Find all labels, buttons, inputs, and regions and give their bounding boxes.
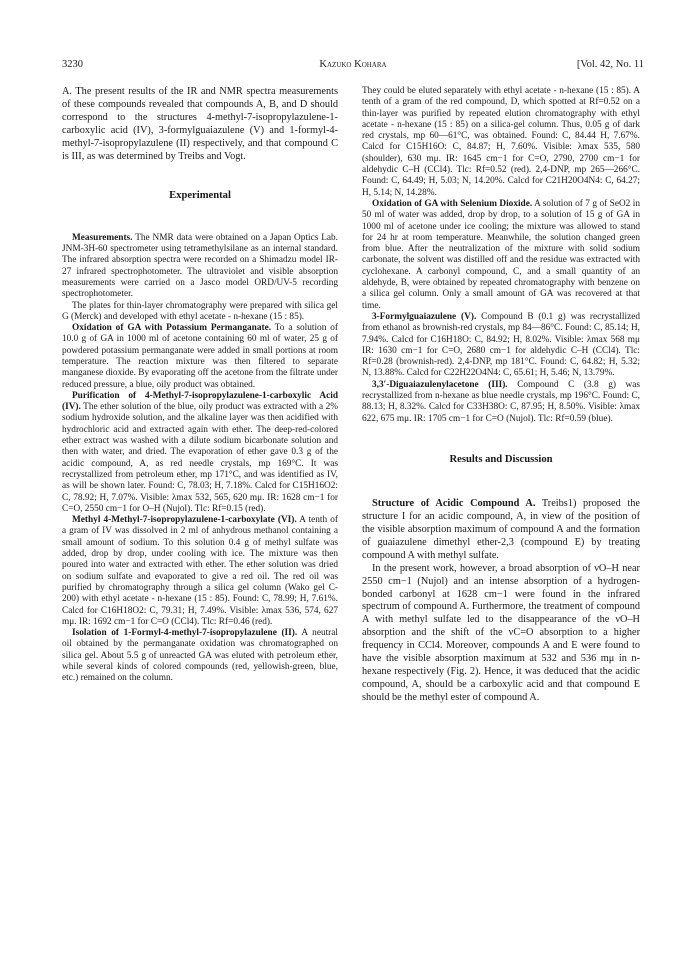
present-work-paragraph: In the present work, however, a broad absorption of νO–H near 2550 cm−1 (Nujol) and an intense absorption of a hydrogen-bonded carbonyl at 1628 cm−1 were found in the infrared spectrum of compound A. Furthermore, the treatment of compound A with methyl sulfate led to the disappearance of the νO–H absorption and the shift of the νC=O absorption to a higher frequency in CCl4. Moreover, compounds A and E were found to have the visible absorption maximum at 532 and 536 mμ in n-hexane respectively (Fig. 2). Hence, it was deduced that the acidic compound, A, should be a carboxylic acid and that compound E should be the methyl ester of compound A. <box>362 562 640 703</box>
diguaiazulenylacetone-title: 3,3′-Diguaiazulenylacetone (III). <box>372 379 508 390</box>
right-column <box>362 86 640 705</box>
page-number: 3230 <box>62 59 83 70</box>
kmno4-text: To a solution of 10.0 g of GA in 1000 ml of acetone containing 60 ml of water, 25 g of powdered potassium permanganate were added in small portions at room temperature. The reaction mixture was then filtered to separate manganese dioxide. By evaporating off the acetone from the filtrate under reduced pressure, a blue, oily product was obtained. <box>62 323 339 390</box>
formyl-title: 3-Formylguaiazulene (V). <box>372 311 477 322</box>
running-header <box>62 58 644 72</box>
diguaiazulenylacetone-text: Compound C (3.8 g) was recrystallized from n-hexane as blue needle crystals, mp 196°C. Found: C, 88.13; H, 8.32%. Calcd for C33H38O: C, 87.95; H, 8.50%. Visible: λmax 622, 675 mμ. IR: 1705 cm−1 for C=O (Nujol). Tlc: Rf=0.59 (blue). <box>362 379 640 424</box>
methyl-ester-title: Methyl 4-Methyl-7-isopropylazulene-1-carboxylate (VI). <box>72 515 297 526</box>
formyl-text: Compound B (0.1 g) was recrystallized from ethanol as brownish-red crystals, mp 84—86°C. Found: C, 85.14; H, 7.94%. Calcd for C16H18O: C, 84.92; H, 8.02%. Visible: λmax 568 mμ IR: 1630 cm−1 for C=O, 2680 cm−1 for aldehydic C–H (CCl4). Tlc: Rf=0.28 (brownish-red). 2,4-DNP, mp 181°C. Found: C, 64.82; H, 5.32; N, 13.88%. Calcd for C22H22O4N4: C, 65.61; H, 5.46; N, 13.79%. <box>362 311 640 379</box>
kmno4-title: Oxidation of GA with Potassium Permanganate. <box>72 323 272 334</box>
structure-paragraph <box>362 498 640 563</box>
seo2-title: Oxidation of GA with Selenium Dioxide. <box>372 198 533 209</box>
structure-title: Structure of Acidic Compound A. <box>372 498 536 510</box>
structure-text: Treibs1) proposed the structure I for an acidic compound, A, in view of the position of the visible absorption maximum of compound A and the formation of guaiazulene dimethyl ether-2,3 (compound E) by treating compound A with methyl sulfate. <box>362 498 640 561</box>
isolation-paragraph <box>62 628 338 684</box>
purification-text: The ether solution of the blue, oily product was extracted with a 2% sodium hydroxide solution, and the alkaline layer was then acidified with hydrochloric acid and extracted again with ether. The deep-red-colored ether extract was washed with a dilute sodium bicarbonate solution and then with water, and dried. The evaporation of ether gave 0.3 g of the acidic compound, A, as red needle crystals, mp 169°C. It was recrystallized from petroleum ether, mp 171°C, and was identified as IV, as will be shown later. Found: C, 78.03; H, 7.18%. Calcd for C15H16O2: C, 78.92; H, 7.07%. Visible: λmax 532, 565, 620 mμ. IR: 1628 cm−1 for C=O, 2550 cm−1 for O–H (Nujol). Tlc: Rf=0.15 (red). <box>62 402 338 514</box>
measurements-paragraph <box>62 233 338 301</box>
intro-paragraph: A. The present results of the IR and NMR spectra measurements of these compounds revealed that compounds A, B, and D should correspond to the structures 4-methyl-7-isopropylazulene-1-carboxylic acid (IV), 3-formylguaiazulene (V) and 1-formyl-4-methyl-7-isopropylazulene (II) respectively, and that compound C is III, as was determined by Treibs and Vogt. <box>62 86 338 162</box>
kmno4-paragraph <box>62 323 338 391</box>
plates-paragraph: The plates for thin-layer chromatography were prepared with silica gel G (Merck) and developed with ethyl acetate - n-hexane (15 : 85). <box>62 300 338 322</box>
running-author: Kazuko Kohara <box>319 59 387 70</box>
purification-title: Purification of 4-Methyl-7-isopropylazulene-1-carboxylic Acid (IV). <box>62 390 338 413</box>
purification-paragraph <box>62 391 338 515</box>
formyl-paragraph <box>362 312 640 380</box>
left-column <box>62 86 338 685</box>
results-heading: Results and Discussion <box>449 453 553 465</box>
seo2-paragraph <box>362 199 640 312</box>
measurements-text: The NMR data were obtained on a Japan Optics Lab. JNM-3H-60 spectrometer using tetramethylsilane as an internal standard. The infrared absorption spectra were recorded on a Shimadzu model IR-27 infrared spectrophotometer. The ultraviolet and visible absorption measurements were carried on a Jasco model ORD/UV-5 recording spectrophotometer. <box>62 232 338 300</box>
experimental-heading: Experimental <box>169 190 231 202</box>
methyl-ester-text: A tenth of a gram of IV was dissolved in 2 ml of anhydrous methanol containing a small amount of sodium. To this solution 0.4 g of methyl sulfate was added, drop by drop, under cooling with ice. The mixture was then poured into water and extracted with ether. The ether solution was dried on sodium sulfate and evaporated to give a red oil. The red oil was purified by chromatography through a silica gel column (Wako gel C-200) with ethyl acetate - n-hexane (15 : 85). Found: C, 78.99; H, 7.61%. Calcd for C16H18O2: C, 79.31; H, 7.49%. Visible: λmax 536, 574, 627 mμ. IR: 1692 cm−1 for C=O (CCl4). Tlc: Rf=0.46 (red). <box>62 515 338 627</box>
isolation-title: Isolation of 1-Formyl-4-methyl-7-isopropylazulene (II). <box>72 628 298 639</box>
isolation-text: A neutral oil obtained by the permanganate oxidation was chromatographed on silica gel. About 5.5 g of unreacted GA was eluted with petroleum ether, while several kinds of colored compounds (red, yellowish-green, blue, etc.) remained on the column. <box>62 628 338 684</box>
seo2-text: A solution of 7 g of SeO2 in 50 ml of water was added, drop by drop, to a solution of 15 g of GA in 1000 ml of acetone under ice cooling; the mixture was allowed to stand for 24 hr at room temperature. Meanwhile, the solution changed green from blue. After the neutralization of the mixture with solid sodium carbonate, the solvent was distilled off and the residue was extracted with cyclohexane. A carbonyl compound, C, and a small quantity of an aldehyde, B, were obtained by repeated chromatography with benzene on a silica gel column. Only a small amount of GA was recovered at that time. <box>362 198 640 311</box>
volume-info: [Vol. 42, No. 11 <box>576 59 644 70</box>
methyl-ester-paragraph <box>62 515 338 628</box>
continuation-paragraph: They could be eluted separately with ethyl acetate - n-hexane (15 : 85). A tenth of a gram of the red compound, D, which spotted at Rf=0.52 on a thin-layer was purified by repeated elution chromatography with ethyl acetate - n-hexane (15 : 85) on a silica-gel column. Thus, 0.05 g of dark red crystals, mp 60—61°C, was obtained. Found: C, 84.44 H, 7.67%. Calcd for C15H16O: C, 84.87; H, 7.60%. Visible: λmax 535, 580 (shoulder), 630 mμ. IR: 1645 cm−1 for C=O, 2790, 2700 cm−1 for aldehydic C–H (CCl4). Tlc: Rf=0.52 (red). 2,4-DNP, mp 265—266°C. Found: C, 64.49; H, 5.03; N, 14.20%. Calcd for C21H20O4N4: C, 64.27; H, 5.14; N, 14.28%. <box>362 86 640 198</box>
diguaiazulenylacetone-paragraph <box>362 380 640 425</box>
measurements-title: Measurements. <box>72 232 133 243</box>
